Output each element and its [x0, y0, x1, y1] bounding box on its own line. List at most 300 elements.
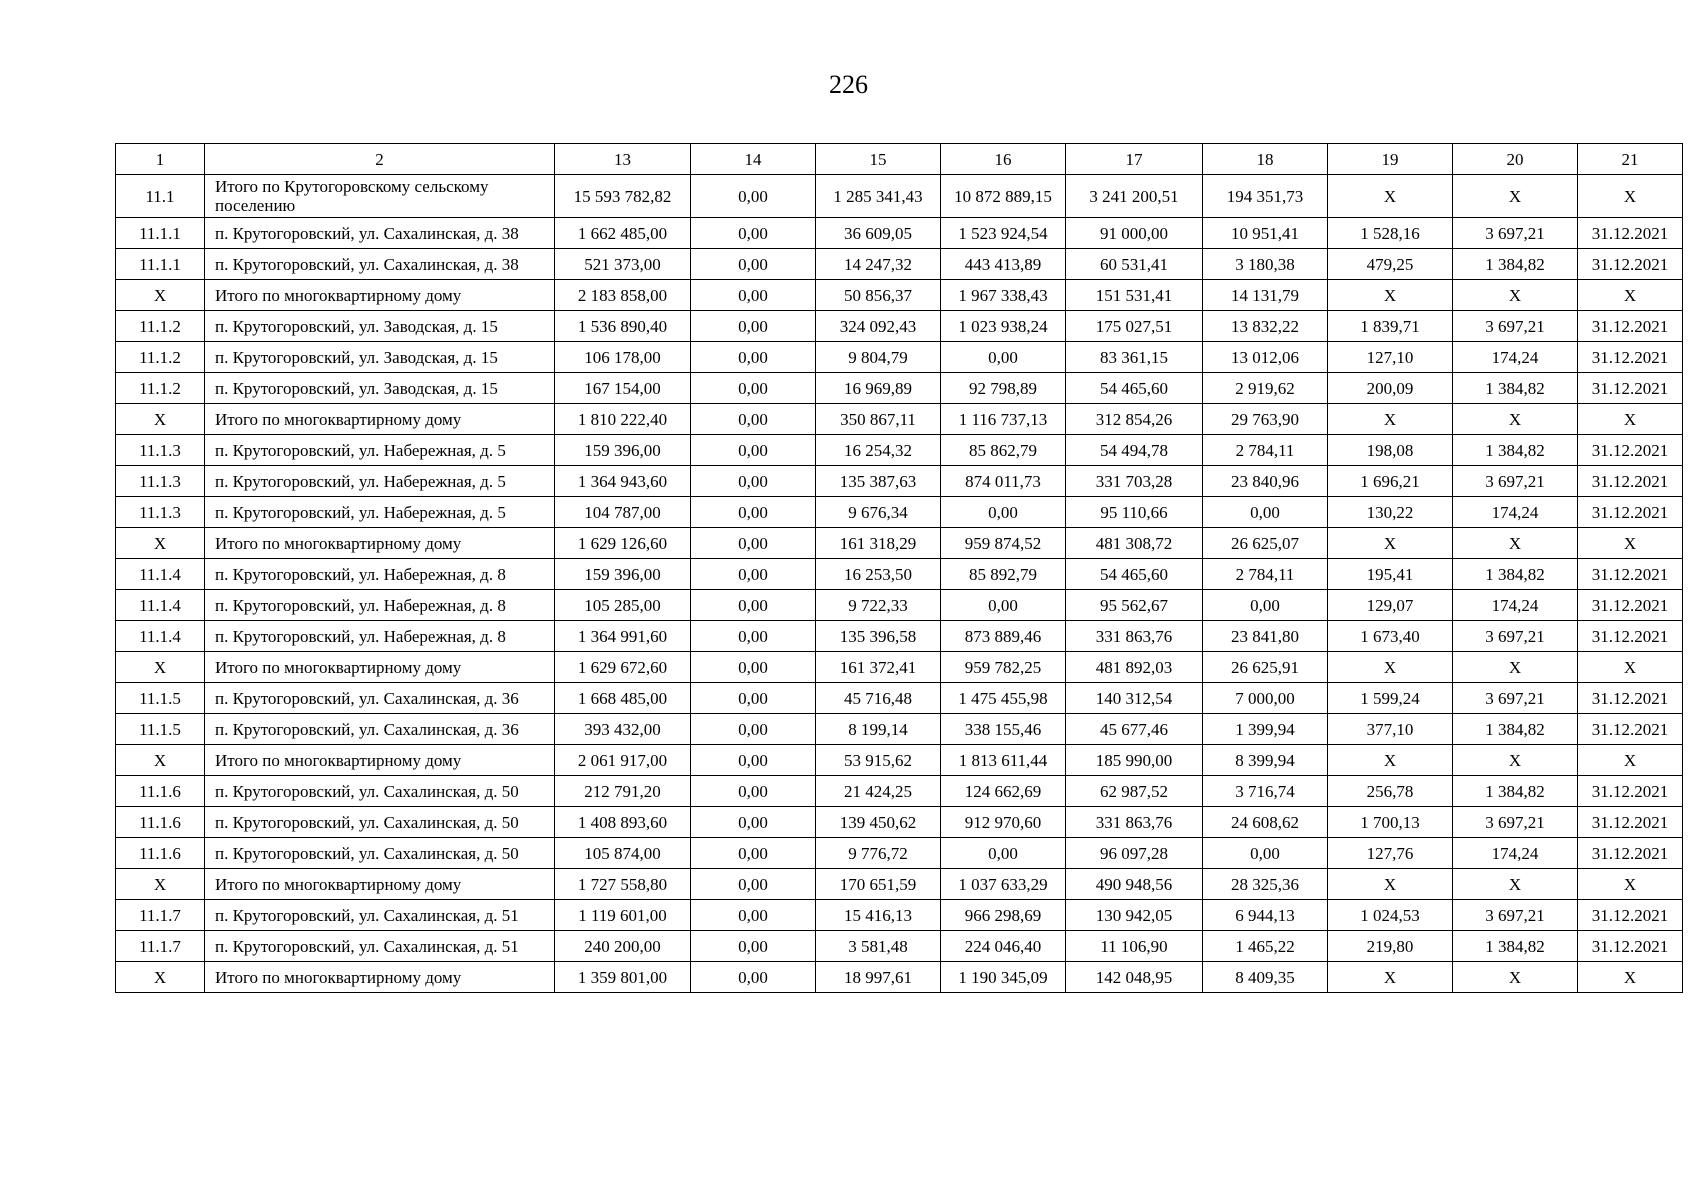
value-cell: 21 424,25: [816, 776, 941, 807]
value-cell: 1 359 801,00: [555, 962, 691, 993]
value-cell: 31.12.2021: [1578, 342, 1683, 373]
value-cell: 31.12.2021: [1578, 900, 1683, 931]
value-cell: 31.12.2021: [1578, 838, 1683, 869]
value-cell: X: [1578, 404, 1683, 435]
value-cell: 8 399,94: [1203, 745, 1328, 776]
value-cell: 481 892,03: [1066, 652, 1203, 683]
value-cell: 1 662 485,00: [555, 218, 691, 249]
value-cell: 1 116 737,13: [941, 404, 1066, 435]
value-cell: 1 408 893,60: [555, 807, 691, 838]
value-cell: 0,00: [1203, 838, 1328, 869]
table-row-total: [116, 404, 1683, 435]
value-cell: 96 097,28: [1066, 838, 1203, 869]
value-cell: 31.12.2021: [1578, 807, 1683, 838]
table-row-total: [116, 528, 1683, 559]
value-cell: 1 700,13: [1328, 807, 1453, 838]
value-cell: 16 254,32: [816, 435, 941, 466]
row-number-cell: 11.1.2: [116, 342, 205, 373]
table-row: [116, 373, 1683, 404]
value-cell: 0,00: [941, 838, 1066, 869]
value-cell: 54 465,60: [1066, 373, 1203, 404]
value-cell: 9 776,72: [816, 838, 941, 869]
value-cell: X: [1453, 404, 1578, 435]
value-cell: 105 285,00: [555, 590, 691, 621]
value-cell: 521 373,00: [555, 249, 691, 280]
value-cell: 3 697,21: [1453, 311, 1578, 342]
value-cell: 0,00: [1203, 590, 1328, 621]
value-cell: 31.12.2021: [1578, 435, 1683, 466]
value-cell: 0,00: [691, 590, 816, 621]
value-cell: 161 318,29: [816, 528, 941, 559]
value-cell: 185 990,00: [1066, 745, 1203, 776]
value-cell: 1 037 633,29: [941, 869, 1066, 900]
value-cell: 0,00: [691, 962, 816, 993]
table-row-total: [116, 869, 1683, 900]
value-cell: 13 012,06: [1203, 342, 1328, 373]
column-header: 15: [816, 144, 941, 175]
value-cell: 31.12.2021: [1578, 931, 1683, 962]
value-cell: X: [1578, 962, 1683, 993]
value-cell: 0,00: [1203, 497, 1328, 528]
value-cell: 26 625,91: [1203, 652, 1328, 683]
value-cell: 16 969,89: [816, 373, 941, 404]
value-cell: X: [1578, 528, 1683, 559]
value-cell: 8 409,35: [1203, 962, 1328, 993]
value-cell: 219,80: [1328, 931, 1453, 962]
value-cell: 1 727 558,80: [555, 869, 691, 900]
value-cell: 174,24: [1453, 590, 1578, 621]
value-cell: 1 629 126,60: [555, 528, 691, 559]
value-cell: X: [1578, 175, 1683, 218]
value-cell: 3 241 200,51: [1066, 175, 1203, 218]
value-cell: X: [1578, 869, 1683, 900]
table-row: [116, 714, 1683, 745]
value-cell: 3 716,74: [1203, 776, 1328, 807]
value-cell: X: [1328, 745, 1453, 776]
row-number-cell: 11.1.6: [116, 776, 205, 807]
table-row: [116, 559, 1683, 590]
table-row: [116, 621, 1683, 652]
row-number-cell: 11.1.2: [116, 311, 205, 342]
value-cell: 142 048,95: [1066, 962, 1203, 993]
row-number-cell: 11.1.7: [116, 931, 205, 962]
table-row-total: [116, 652, 1683, 683]
address-cell: п. Крутогоровский, ул. Сахалинская, д. 38: [205, 249, 555, 280]
value-cell: 0,00: [691, 311, 816, 342]
value-cell: 212 791,20: [555, 776, 691, 807]
value-cell: X: [1453, 175, 1578, 218]
value-cell: 15 593 782,82: [555, 175, 691, 218]
address-cell: п. Крутогоровский, ул. Сахалинская, д. 36: [205, 683, 555, 714]
column-header: 19: [1328, 144, 1453, 175]
value-cell: X: [1453, 745, 1578, 776]
value-cell: 324 092,43: [816, 311, 941, 342]
value-cell: 198,08: [1328, 435, 1453, 466]
value-cell: 0,00: [691, 497, 816, 528]
value-cell: 1 364 943,60: [555, 466, 691, 497]
value-cell: 1 696,21: [1328, 466, 1453, 497]
value-cell: 0,00: [691, 559, 816, 590]
table-row: [116, 218, 1683, 249]
value-cell: 1 384,82: [1453, 249, 1578, 280]
value-cell: 167 154,00: [555, 373, 691, 404]
value-cell: 175 027,51: [1066, 311, 1203, 342]
value-cell: X: [1328, 962, 1453, 993]
value-cell: 1 399,94: [1203, 714, 1328, 745]
value-cell: 161 372,41: [816, 652, 941, 683]
value-cell: 0,00: [941, 590, 1066, 621]
value-cell: 60 531,41: [1066, 249, 1203, 280]
value-cell: 135 387,63: [816, 466, 941, 497]
value-cell: 481 308,72: [1066, 528, 1203, 559]
address-cell: п. Крутогоровский, ул. Заводская, д. 15: [205, 373, 555, 404]
value-cell: 7 000,00: [1203, 683, 1328, 714]
value-cell: 95 110,66: [1066, 497, 1203, 528]
row-number-cell: 11.1.3: [116, 435, 205, 466]
value-cell: 0,00: [691, 900, 816, 931]
value-cell: 31.12.2021: [1578, 497, 1683, 528]
value-cell: 874 011,73: [941, 466, 1066, 497]
value-cell: 0,00: [691, 869, 816, 900]
value-cell: X: [1453, 869, 1578, 900]
column-header: 13: [555, 144, 691, 175]
address-cell: п. Крутогоровский, ул. Сахалинская, д. 38: [205, 218, 555, 249]
value-cell: 2 183 858,00: [555, 280, 691, 311]
value-cell: 1 384,82: [1453, 559, 1578, 590]
value-cell: 490 948,56: [1066, 869, 1203, 900]
value-cell: 54 494,78: [1066, 435, 1203, 466]
column-header: 17: [1066, 144, 1203, 175]
value-cell: 1 629 672,60: [555, 652, 691, 683]
row-number-cell: 11.1.3: [116, 466, 205, 497]
value-cell: 36 609,05: [816, 218, 941, 249]
value-cell: 85 862,79: [941, 435, 1066, 466]
address-cell: Итого по многоквартирному дому: [205, 404, 555, 435]
value-cell: 1 119 601,00: [555, 900, 691, 931]
value-cell: 31.12.2021: [1578, 373, 1683, 404]
value-cell: 1 285 341,43: [816, 175, 941, 218]
value-cell: 1 813 611,44: [941, 745, 1066, 776]
value-cell: X: [1328, 280, 1453, 311]
value-cell: 0,00: [691, 280, 816, 311]
value-cell: 873 889,46: [941, 621, 1066, 652]
value-cell: 23 840,96: [1203, 466, 1328, 497]
address-cell: п. Крутогоровский, ул. Сахалинская, д. 50: [205, 807, 555, 838]
row-number-cell: 11.1.2: [116, 373, 205, 404]
value-cell: 6 944,13: [1203, 900, 1328, 931]
value-cell: 1 673,40: [1328, 621, 1453, 652]
value-cell: X: [1453, 962, 1578, 993]
value-cell: 29 763,90: [1203, 404, 1328, 435]
value-cell: 1 465,22: [1203, 931, 1328, 962]
value-cell: 31.12.2021: [1578, 621, 1683, 652]
value-cell: 31.12.2021: [1578, 218, 1683, 249]
value-cell: 104 787,00: [555, 497, 691, 528]
value-cell: 3 581,48: [816, 931, 941, 962]
address-cell: п. Крутогоровский, ул. Сахалинская, д. 50: [205, 776, 555, 807]
column-header: 16: [941, 144, 1066, 175]
value-cell: 53 915,62: [816, 745, 941, 776]
table-row: [116, 466, 1683, 497]
value-cell: 159 396,00: [555, 559, 691, 590]
value-cell: 966 298,69: [941, 900, 1066, 931]
value-cell: 3 697,21: [1453, 621, 1578, 652]
value-cell: 23 841,80: [1203, 621, 1328, 652]
value-cell: 0,00: [691, 683, 816, 714]
value-cell: 174,24: [1453, 838, 1578, 869]
row-number-cell: 11.1.3: [116, 497, 205, 528]
value-cell: 0,00: [691, 435, 816, 466]
value-cell: 24 608,62: [1203, 807, 1328, 838]
value-cell: 331 863,76: [1066, 621, 1203, 652]
value-cell: 200,09: [1328, 373, 1453, 404]
value-cell: 2 061 917,00: [555, 745, 691, 776]
table-header: [116, 144, 1683, 175]
value-cell: X: [1328, 528, 1453, 559]
row-number-cell: 11.1.1: [116, 249, 205, 280]
value-cell: 0,00: [691, 652, 816, 683]
value-cell: 2 784,11: [1203, 435, 1328, 466]
value-cell: 1 384,82: [1453, 714, 1578, 745]
column-header: 18: [1203, 144, 1328, 175]
value-cell: 124 662,69: [941, 776, 1066, 807]
value-cell: X: [1328, 175, 1453, 218]
table-row: [116, 497, 1683, 528]
value-cell: 0,00: [691, 404, 816, 435]
value-cell: 54 465,60: [1066, 559, 1203, 590]
value-cell: 0,00: [691, 218, 816, 249]
address-cell: Итого по многоквартирному дому: [205, 869, 555, 900]
row-number-cell: 11.1.5: [116, 714, 205, 745]
table-row: [116, 776, 1683, 807]
value-cell: 195,41: [1328, 559, 1453, 590]
row-number-cell: X: [116, 404, 205, 435]
value-cell: 312 854,26: [1066, 404, 1203, 435]
row-number-cell: 11.1.1: [116, 218, 205, 249]
value-cell: 95 562,67: [1066, 590, 1203, 621]
value-cell: 912 970,60: [941, 807, 1066, 838]
value-cell: 130,22: [1328, 497, 1453, 528]
value-cell: 1 384,82: [1453, 435, 1578, 466]
row-number-cell: 11.1.7: [116, 900, 205, 931]
row-number-cell: X: [116, 745, 205, 776]
value-cell: 0,00: [691, 776, 816, 807]
row-number-cell: 11.1.4: [116, 621, 205, 652]
address-cell: п. Крутогоровский, ул. Заводская, д. 15: [205, 311, 555, 342]
value-cell: 1 668 485,00: [555, 683, 691, 714]
value-cell: 338 155,46: [941, 714, 1066, 745]
value-cell: 8 199,14: [816, 714, 941, 745]
value-cell: 130 942,05: [1066, 900, 1203, 931]
value-cell: X: [1453, 280, 1578, 311]
table-row: [116, 249, 1683, 280]
row-number-cell: 11.1.5: [116, 683, 205, 714]
address-cell: Итого по Крутогоровскому сельскому поселению: [205, 175, 555, 218]
table-body: [116, 175, 1683, 993]
address-cell: Итого по многоквартирному дому: [205, 280, 555, 311]
value-cell: 106 178,00: [555, 342, 691, 373]
address-cell: п. Крутогоровский, ул. Набережная, д. 5: [205, 435, 555, 466]
value-cell: 45 677,46: [1066, 714, 1203, 745]
value-cell: 377,10: [1328, 714, 1453, 745]
value-cell: 159 396,00: [555, 435, 691, 466]
value-cell: 959 782,25: [941, 652, 1066, 683]
value-cell: 1 967 338,43: [941, 280, 1066, 311]
value-cell: 256,78: [1328, 776, 1453, 807]
address-cell: п. Крутогоровский, ул. Сахалинская, д. 51: [205, 931, 555, 962]
row-number-cell: X: [116, 869, 205, 900]
value-cell: 127,10: [1328, 342, 1453, 373]
value-cell: 105 874,00: [555, 838, 691, 869]
value-cell: 174,24: [1453, 342, 1578, 373]
value-cell: 91 000,00: [1066, 218, 1203, 249]
address-cell: п. Крутогоровский, ул. Набережная, д. 8: [205, 559, 555, 590]
value-cell: 1 475 455,98: [941, 683, 1066, 714]
value-cell: 92 798,89: [941, 373, 1066, 404]
value-cell: 13 832,22: [1203, 311, 1328, 342]
value-cell: 31.12.2021: [1578, 559, 1683, 590]
value-cell: 18 997,61: [816, 962, 941, 993]
value-cell: 10 872 889,15: [941, 175, 1066, 218]
value-cell: 9 804,79: [816, 342, 941, 373]
address-cell: Итого по многоквартирному дому: [205, 745, 555, 776]
value-cell: 1 599,24: [1328, 683, 1453, 714]
value-cell: 0,00: [691, 342, 816, 373]
value-cell: 3 697,21: [1453, 218, 1578, 249]
value-cell: 0,00: [691, 838, 816, 869]
value-cell: 170 651,59: [816, 869, 941, 900]
row-number-cell: X: [116, 652, 205, 683]
value-cell: 9 676,34: [816, 497, 941, 528]
value-cell: 9 722,33: [816, 590, 941, 621]
value-cell: X: [1578, 745, 1683, 776]
value-cell: 443 413,89: [941, 249, 1066, 280]
column-header: 20: [1453, 144, 1578, 175]
value-cell: 14 131,79: [1203, 280, 1328, 311]
value-cell: 16 253,50: [816, 559, 941, 590]
row-number-cell: 11.1: [116, 175, 205, 218]
address-cell: п. Крутогоровский, ул. Сахалинская, д. 50: [205, 838, 555, 869]
header-row: [116, 144, 1683, 175]
value-cell: X: [1453, 528, 1578, 559]
table-row: [116, 590, 1683, 621]
value-cell: 1 523 924,54: [941, 218, 1066, 249]
value-cell: 1 024,53: [1328, 900, 1453, 931]
value-cell: 31.12.2021: [1578, 249, 1683, 280]
value-cell: 26 625,07: [1203, 528, 1328, 559]
value-cell: 31.12.2021: [1578, 311, 1683, 342]
value-cell: 0,00: [691, 249, 816, 280]
data-table: [115, 143, 1683, 993]
table-row: [116, 838, 1683, 869]
value-cell: X: [1578, 280, 1683, 311]
value-cell: 174,24: [1453, 497, 1578, 528]
value-cell: 83 361,15: [1066, 342, 1203, 373]
table-row: [116, 900, 1683, 931]
value-cell: 3 697,21: [1453, 900, 1578, 931]
address-cell: Итого по многоквартирному дому: [205, 652, 555, 683]
table-row: [116, 175, 1683, 218]
address-cell: п. Крутогоровский, ул. Сахалинская, д. 51: [205, 900, 555, 931]
value-cell: 129,07: [1328, 590, 1453, 621]
value-cell: 1 190 345,09: [941, 962, 1066, 993]
table-row: [116, 807, 1683, 838]
value-cell: 3 697,21: [1453, 807, 1578, 838]
table-row: [116, 683, 1683, 714]
value-cell: 240 200,00: [555, 931, 691, 962]
value-cell: 139 450,62: [816, 807, 941, 838]
value-cell: 331 703,28: [1066, 466, 1203, 497]
value-cell: 28 325,36: [1203, 869, 1328, 900]
column-header: 1: [116, 144, 205, 175]
value-cell: 140 312,54: [1066, 683, 1203, 714]
address-cell: п. Крутогоровский, ул. Сахалинская, д. 36: [205, 714, 555, 745]
value-cell: 1 384,82: [1453, 776, 1578, 807]
value-cell: 0,00: [941, 342, 1066, 373]
value-cell: 2 784,11: [1203, 559, 1328, 590]
value-cell: 11 106,90: [1066, 931, 1203, 962]
table-row-total: [116, 962, 1683, 993]
table-row-total: [116, 745, 1683, 776]
value-cell: 0,00: [941, 497, 1066, 528]
value-cell: 1 023 938,24: [941, 311, 1066, 342]
address-cell: п. Крутогоровский, ул. Набережная, д. 8: [205, 621, 555, 652]
value-cell: X: [1453, 652, 1578, 683]
table-row: [116, 311, 1683, 342]
column-header: 2: [205, 144, 555, 175]
value-cell: 0,00: [691, 373, 816, 404]
value-cell: 50 856,37: [816, 280, 941, 311]
value-cell: X: [1328, 652, 1453, 683]
value-cell: 0,00: [691, 807, 816, 838]
value-cell: X: [1328, 404, 1453, 435]
row-number-cell: X: [116, 528, 205, 559]
address-cell: Итого по многоквартирному дому: [205, 962, 555, 993]
value-cell: 0,00: [691, 714, 816, 745]
value-cell: 10 951,41: [1203, 218, 1328, 249]
value-cell: 31.12.2021: [1578, 714, 1683, 745]
value-cell: 0,00: [691, 745, 816, 776]
value-cell: 959 874,52: [941, 528, 1066, 559]
address-cell: п. Крутогоровский, ул. Набережная, д. 5: [205, 497, 555, 528]
page-number: 226: [829, 70, 868, 99]
column-header: 21: [1578, 144, 1683, 175]
value-cell: 3 697,21: [1453, 683, 1578, 714]
value-cell: 31.12.2021: [1578, 776, 1683, 807]
value-cell: 331 863,76: [1066, 807, 1203, 838]
value-cell: 31.12.2021: [1578, 683, 1683, 714]
row-number-cell: 11.1.4: [116, 590, 205, 621]
value-cell: 31.12.2021: [1578, 466, 1683, 497]
value-cell: 1 536 890,40: [555, 311, 691, 342]
value-cell: 1 528,16: [1328, 218, 1453, 249]
value-cell: 1 384,82: [1453, 373, 1578, 404]
address-cell: п. Крутогоровский, ул. Заводская, д. 15: [205, 342, 555, 373]
value-cell: X: [1578, 652, 1683, 683]
value-cell: 0,00: [691, 931, 816, 962]
table-row: [116, 435, 1683, 466]
value-cell: 0,00: [691, 621, 816, 652]
value-cell: 62 987,52: [1066, 776, 1203, 807]
value-cell: 151 531,41: [1066, 280, 1203, 311]
column-header: 14: [691, 144, 816, 175]
row-number-cell: 11.1.4: [116, 559, 205, 590]
value-cell: 1 364 991,60: [555, 621, 691, 652]
row-number-cell: X: [116, 280, 205, 311]
value-cell: 350 867,11: [816, 404, 941, 435]
row-number-cell: X: [116, 962, 205, 993]
row-number-cell: 11.1.6: [116, 807, 205, 838]
